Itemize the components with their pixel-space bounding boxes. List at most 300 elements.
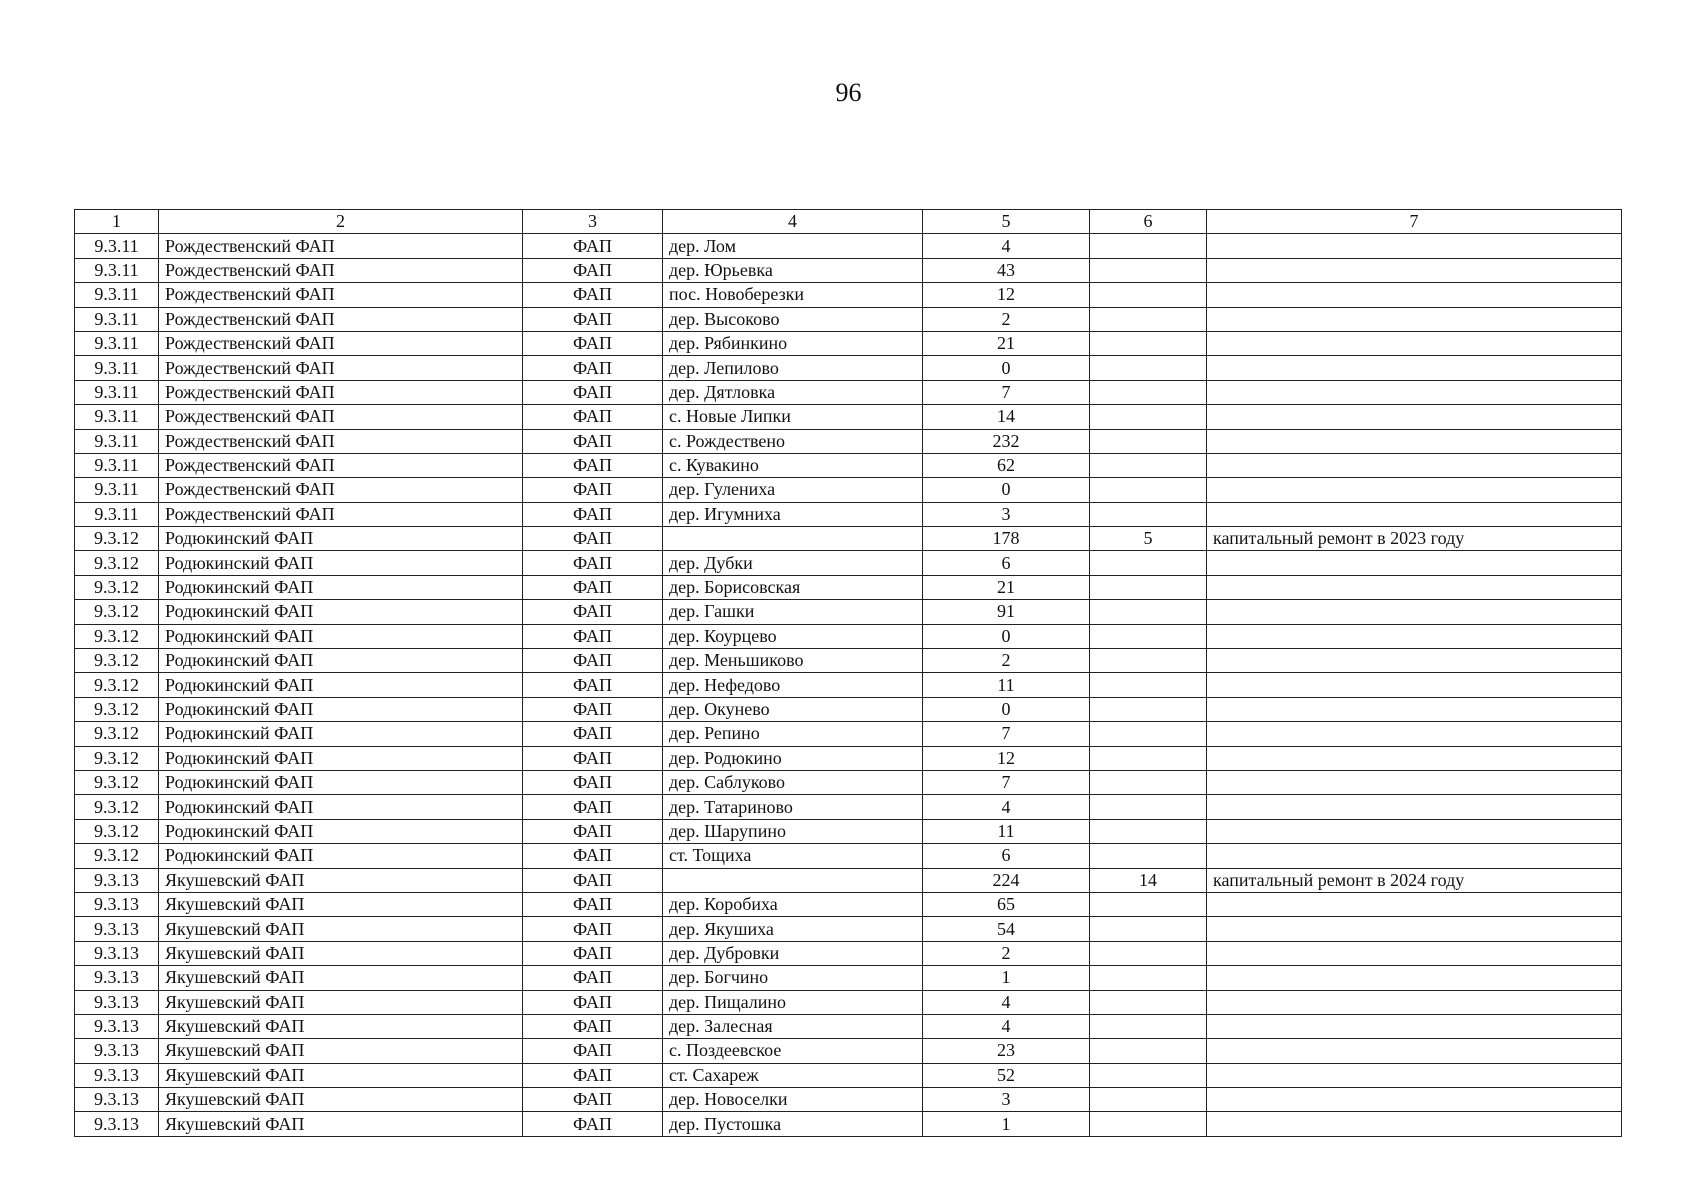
column-header: 5 [923,210,1090,234]
staff-cell [1090,892,1207,916]
facility-type-cell: ФАП [523,600,663,624]
item-number-cell: 9.3.11 [75,478,159,502]
settlement-cell: дер. Гулениха [663,478,923,502]
item-number-cell: 9.3.13 [75,1039,159,1063]
staff-cell [1090,453,1207,477]
settlement-cell: дер. Лепилово [663,356,923,380]
table-row [75,1014,1622,1038]
table-row [75,527,1622,551]
staff-cell [1090,551,1207,575]
settlement-cell: дер. Дубки [663,551,923,575]
facility-name-cell: Рождественский ФАП [159,283,523,307]
staff-cell [1090,380,1207,404]
staff-cell [1090,844,1207,868]
note-cell [1207,331,1622,355]
facility-name-cell: Рождественский ФАП [159,356,523,380]
item-number-cell: 9.3.11 [75,405,159,429]
population-cell: 91 [923,600,1090,624]
table-row [75,356,1622,380]
facility-name-cell: Якушевский ФАП [159,1112,523,1136]
facility-type-cell: ФАП [523,1039,663,1063]
note-cell [1207,405,1622,429]
staff-cell [1090,356,1207,380]
item-number-cell: 9.3.12 [75,527,159,551]
note-cell [1207,892,1622,916]
facility-type-cell: ФАП [523,770,663,794]
note-cell [1207,575,1622,599]
table-row [75,746,1622,770]
table-row [75,1039,1622,1063]
note-cell [1207,819,1622,843]
table-row [75,1063,1622,1087]
item-number-cell: 9.3.11 [75,258,159,282]
settlement-cell: дер. Татариново [663,795,923,819]
settlement-cell: дер. Коурцево [663,624,923,648]
table-row [75,624,1622,648]
settlement-cell: дер. Окунево [663,697,923,721]
staff-cell [1090,307,1207,331]
item-number-cell: 9.3.12 [75,649,159,673]
column-header: 6 [1090,210,1207,234]
population-cell: 1 [923,1112,1090,1136]
table-row [75,600,1622,624]
column-header: 2 [159,210,523,234]
staff-cell [1090,819,1207,843]
population-cell: 4 [923,1014,1090,1038]
facility-type-cell: ФАП [523,795,663,819]
note-cell [1207,941,1622,965]
facility-type-cell: ФАП [523,551,663,575]
note-cell [1207,722,1622,746]
table-row [75,429,1622,453]
staff-cell [1090,1088,1207,1112]
facility-name-cell: Якушевский ФАП [159,1014,523,1038]
item-number-cell: 9.3.11 [75,331,159,355]
population-cell: 224 [923,868,1090,892]
note-cell [1207,1039,1622,1063]
population-cell: 11 [923,819,1090,843]
note-cell [1207,673,1622,697]
settlement-cell: дер. Меньшиково [663,649,923,673]
facility-name-cell: Родюкинский ФАП [159,844,523,868]
note-cell [1207,795,1622,819]
staff-cell [1090,673,1207,697]
facility-type-cell: ФАП [523,575,663,599]
note-cell: капитальный ремонт в 2024 году [1207,868,1622,892]
item-number-cell: 9.3.13 [75,1063,159,1087]
table-row [75,941,1622,965]
facility-type-cell: ФАП [523,405,663,429]
facility-name-cell: Якушевский ФАП [159,1039,523,1063]
table-row [75,502,1622,526]
staff-cell: 5 [1090,527,1207,551]
table-row [75,551,1622,575]
settlement-cell: дер. Богчино [663,966,923,990]
staff-cell [1090,258,1207,282]
population-cell: 2 [923,649,1090,673]
facility-type-cell: ФАП [523,502,663,526]
table-row [75,917,1622,941]
settlement-cell: дер. Борисовская [663,575,923,599]
settlement-cell: дер. Высоково [663,307,923,331]
staff-cell [1090,941,1207,965]
table-row [75,819,1622,843]
population-cell: 65 [923,892,1090,916]
settlement-cell: дер. Дятловка [663,380,923,404]
item-number-cell: 9.3.11 [75,356,159,380]
facility-name-cell: Якушевский ФАП [159,1063,523,1087]
staff-cell [1090,722,1207,746]
facility-name-cell: Якушевский ФАП [159,966,523,990]
table-row [75,1112,1622,1136]
population-cell: 43 [923,258,1090,282]
column-header: 3 [523,210,663,234]
staff-cell [1090,770,1207,794]
staff-cell [1090,1039,1207,1063]
settlement-cell: с. Поздеевское [663,1039,923,1063]
item-number-cell: 9.3.12 [75,624,159,648]
staff-cell [1090,234,1207,258]
note-cell [1207,697,1622,721]
item-number-cell: 9.3.12 [75,819,159,843]
facility-type-cell: ФАП [523,624,663,648]
table-row [75,405,1622,429]
page-number: 96 [835,78,862,107]
settlement-cell: дер. Саблуково [663,770,923,794]
facility-name-cell: Родюкинский ФАП [159,649,523,673]
population-cell: 7 [923,380,1090,404]
item-number-cell: 9.3.13 [75,941,159,965]
facility-type-cell: ФАП [523,527,663,551]
facility-name-cell: Рождественский ФАП [159,234,523,258]
item-number-cell: 9.3.11 [75,234,159,258]
item-number-cell: 9.3.12 [75,844,159,868]
facility-name-cell: Родюкинский ФАП [159,600,523,624]
facilities-table [74,209,1622,1137]
facility-type-cell: ФАП [523,746,663,770]
header-row [75,210,1622,234]
facility-name-cell: Якушевский ФАП [159,892,523,916]
population-cell: 178 [923,527,1090,551]
facility-name-cell: Якушевский ФАП [159,1088,523,1112]
facility-name-cell: Рождественский ФАП [159,478,523,502]
staff-cell [1090,649,1207,673]
settlement-cell: дер. Пищалино [663,990,923,1014]
population-cell: 2 [923,941,1090,965]
facility-name-cell: Рождественский ФАП [159,502,523,526]
facility-type-cell: ФАП [523,1088,663,1112]
note-cell [1207,551,1622,575]
item-number-cell: 9.3.13 [75,1112,159,1136]
facility-name-cell: Родюкинский ФАП [159,527,523,551]
facility-type-cell: ФАП [523,673,663,697]
table-row [75,673,1622,697]
table-row [75,453,1622,477]
facility-name-cell: Родюкинский ФАП [159,819,523,843]
facility-name-cell: Рождественский ФАП [159,429,523,453]
facility-name-cell: Родюкинский ФАП [159,551,523,575]
population-cell: 232 [923,429,1090,453]
note-cell [1207,234,1622,258]
settlement-cell [663,868,923,892]
population-cell: 11 [923,673,1090,697]
settlement-cell: дер. Гашки [663,600,923,624]
note-cell [1207,380,1622,404]
facility-name-cell: Рождественский ФАП [159,258,523,282]
facility-name-cell: Родюкинский ФАП [159,673,523,697]
item-number-cell: 9.3.11 [75,283,159,307]
population-cell: 0 [923,697,1090,721]
note-cell [1207,307,1622,331]
table-row [75,380,1622,404]
facility-name-cell: Рождественский ФАП [159,331,523,355]
note-cell [1207,600,1622,624]
table-row [75,892,1622,916]
population-cell: 23 [923,1039,1090,1063]
facility-type-cell: ФАП [523,917,663,941]
item-number-cell: 9.3.11 [75,307,159,331]
item-number-cell: 9.3.12 [75,600,159,624]
settlement-cell: ст. Сахареж [663,1063,923,1087]
facility-type-cell: ФАП [523,697,663,721]
note-cell [1207,502,1622,526]
settlement-cell: ст. Тощиха [663,844,923,868]
note-cell [1207,258,1622,282]
facility-name-cell: Якушевский ФАП [159,941,523,965]
staff-cell [1090,966,1207,990]
population-cell: 52 [923,1063,1090,1087]
population-cell: 2 [923,307,1090,331]
table-row [75,478,1622,502]
population-cell: 4 [923,234,1090,258]
note-cell [1207,1088,1622,1112]
column-header: 7 [1207,210,1622,234]
settlement-cell: дер. Юрьевка [663,258,923,282]
population-cell: 0 [923,356,1090,380]
settlement-cell: дер. Лом [663,234,923,258]
item-number-cell: 9.3.12 [75,770,159,794]
facility-name-cell: Якушевский ФАП [159,990,523,1014]
item-number-cell: 9.3.13 [75,917,159,941]
facility-name-cell: Рождественский ФАП [159,380,523,404]
settlement-cell: дер. Залесная [663,1014,923,1038]
item-number-cell: 9.3.12 [75,673,159,697]
population-cell: 12 [923,746,1090,770]
settlement-cell: дер. Игумниха [663,502,923,526]
staff-cell [1090,917,1207,941]
facility-type-cell: ФАП [523,844,663,868]
facility-name-cell: Родюкинский ФАП [159,722,523,746]
population-cell: 54 [923,917,1090,941]
note-cell [1207,283,1622,307]
item-number-cell: 9.3.12 [75,697,159,721]
facility-name-cell: Родюкинский ФАП [159,770,523,794]
item-number-cell: 9.3.12 [75,746,159,770]
facility-name-cell: Родюкинский ФАП [159,575,523,599]
settlement-cell: с. Кувакино [663,453,923,477]
facility-type-cell: ФАП [523,429,663,453]
facility-type-cell: ФАП [523,1014,663,1038]
table-row [75,770,1622,794]
item-number-cell: 9.3.12 [75,551,159,575]
note-cell [1207,624,1622,648]
note-cell: капитальный ремонт в 2023 году [1207,527,1622,551]
item-number-cell: 9.3.13 [75,868,159,892]
settlement-cell: дер. Якушиха [663,917,923,941]
population-cell: 7 [923,770,1090,794]
facility-name-cell: Якушевский ФАП [159,868,523,892]
item-number-cell: 9.3.11 [75,502,159,526]
staff-cell [1090,1014,1207,1038]
population-cell: 1 [923,966,1090,990]
settlement-cell: дер. Рябинкино [663,331,923,355]
settlement-cell: дер. Дубровки [663,941,923,965]
staff-cell [1090,331,1207,355]
facility-type-cell: ФАП [523,1063,663,1087]
item-number-cell: 9.3.13 [75,990,159,1014]
table-row [75,795,1622,819]
facility-type-cell: ФАП [523,1112,663,1136]
staff-cell [1090,405,1207,429]
staff-cell [1090,697,1207,721]
facility-name-cell: Рождественский ФАП [159,307,523,331]
table-header [75,210,1622,234]
staff-cell [1090,502,1207,526]
note-cell [1207,1063,1622,1087]
item-number-cell: 9.3.13 [75,1014,159,1038]
settlement-cell: дер. Шарупино [663,819,923,843]
item-number-cell: 9.3.13 [75,892,159,916]
table-row [75,966,1622,990]
population-cell: 0 [923,478,1090,502]
settlement-cell: с. Новые Липки [663,405,923,429]
item-number-cell: 9.3.12 [75,795,159,819]
column-header: 4 [663,210,923,234]
staff-cell [1090,746,1207,770]
note-cell [1207,478,1622,502]
note-cell [1207,356,1622,380]
note-cell [1207,966,1622,990]
facility-name-cell: Родюкинский ФАП [159,624,523,648]
settlement-cell: пос. Новоберезки [663,283,923,307]
table-row [75,990,1622,1014]
population-cell: 3 [923,1088,1090,1112]
note-cell [1207,844,1622,868]
table-row [75,234,1622,258]
item-number-cell: 9.3.11 [75,429,159,453]
note-cell [1207,429,1622,453]
facility-name-cell: Рождественский ФАП [159,405,523,429]
staff-cell [1090,575,1207,599]
staff-cell [1090,1112,1207,1136]
note-cell [1207,649,1622,673]
note-cell [1207,453,1622,477]
settlement-cell: дер. Нефедово [663,673,923,697]
note-cell [1207,1112,1622,1136]
settlement-cell: дер. Репино [663,722,923,746]
facility-type-cell: ФАП [523,331,663,355]
population-cell: 4 [923,990,1090,1014]
item-number-cell: 9.3.11 [75,380,159,404]
population-cell: 14 [923,405,1090,429]
table-body [75,234,1622,1136]
facility-type-cell: ФАП [523,380,663,404]
item-number-cell: 9.3.12 [75,575,159,599]
population-cell: 3 [923,502,1090,526]
facility-type-cell: ФАП [523,941,663,965]
population-cell: 21 [923,331,1090,355]
facility-type-cell: ФАП [523,868,663,892]
note-cell [1207,746,1622,770]
population-cell: 6 [923,844,1090,868]
table-row [75,307,1622,331]
population-cell: 62 [923,453,1090,477]
settlement-cell: дер. Коробиха [663,892,923,916]
note-cell [1207,917,1622,941]
item-number-cell: 9.3.13 [75,966,159,990]
population-cell: 4 [923,795,1090,819]
staff-cell [1090,600,1207,624]
staff-cell [1090,624,1207,648]
column-header: 1 [75,210,159,234]
table-row [75,722,1622,746]
staff-cell [1090,429,1207,453]
item-number-cell: 9.3.13 [75,1088,159,1112]
facility-type-cell: ФАП [523,892,663,916]
table-row [75,868,1622,892]
facility-type-cell: ФАП [523,722,663,746]
settlement-cell [663,527,923,551]
facility-type-cell: ФАП [523,453,663,477]
note-cell [1207,770,1622,794]
population-cell: 7 [923,722,1090,746]
staff-cell [1090,478,1207,502]
settlement-cell: с. Рождествено [663,429,923,453]
note-cell [1207,1014,1622,1038]
staff-cell [1090,1063,1207,1087]
facility-type-cell: ФАП [523,478,663,502]
item-number-cell: 9.3.11 [75,453,159,477]
facility-type-cell: ФАП [523,283,663,307]
population-cell: 12 [923,283,1090,307]
facility-type-cell: ФАП [523,819,663,843]
settlement-cell: дер. Новоселки [663,1088,923,1112]
table-row [75,258,1622,282]
table-row [75,283,1622,307]
population-cell: 6 [923,551,1090,575]
staff-cell: 14 [1090,868,1207,892]
settlement-cell: дер. Пустошка [663,1112,923,1136]
facility-type-cell: ФАП [523,234,663,258]
table-row [75,1088,1622,1112]
note-cell [1207,990,1622,1014]
facility-type-cell: ФАП [523,649,663,673]
facility-type-cell: ФАП [523,307,663,331]
facility-name-cell: Рождественский ФАП [159,453,523,477]
population-cell: 21 [923,575,1090,599]
facility-type-cell: ФАП [523,356,663,380]
table-row [75,697,1622,721]
table-row [75,331,1622,355]
table-row [75,649,1622,673]
staff-cell [1090,990,1207,1014]
facility-name-cell: Родюкинский ФАП [159,697,523,721]
facility-type-cell: ФАП [523,990,663,1014]
staff-cell [1090,795,1207,819]
facility-name-cell: Родюкинский ФАП [159,746,523,770]
facility-name-cell: Якушевский ФАП [159,917,523,941]
staff-cell [1090,283,1207,307]
